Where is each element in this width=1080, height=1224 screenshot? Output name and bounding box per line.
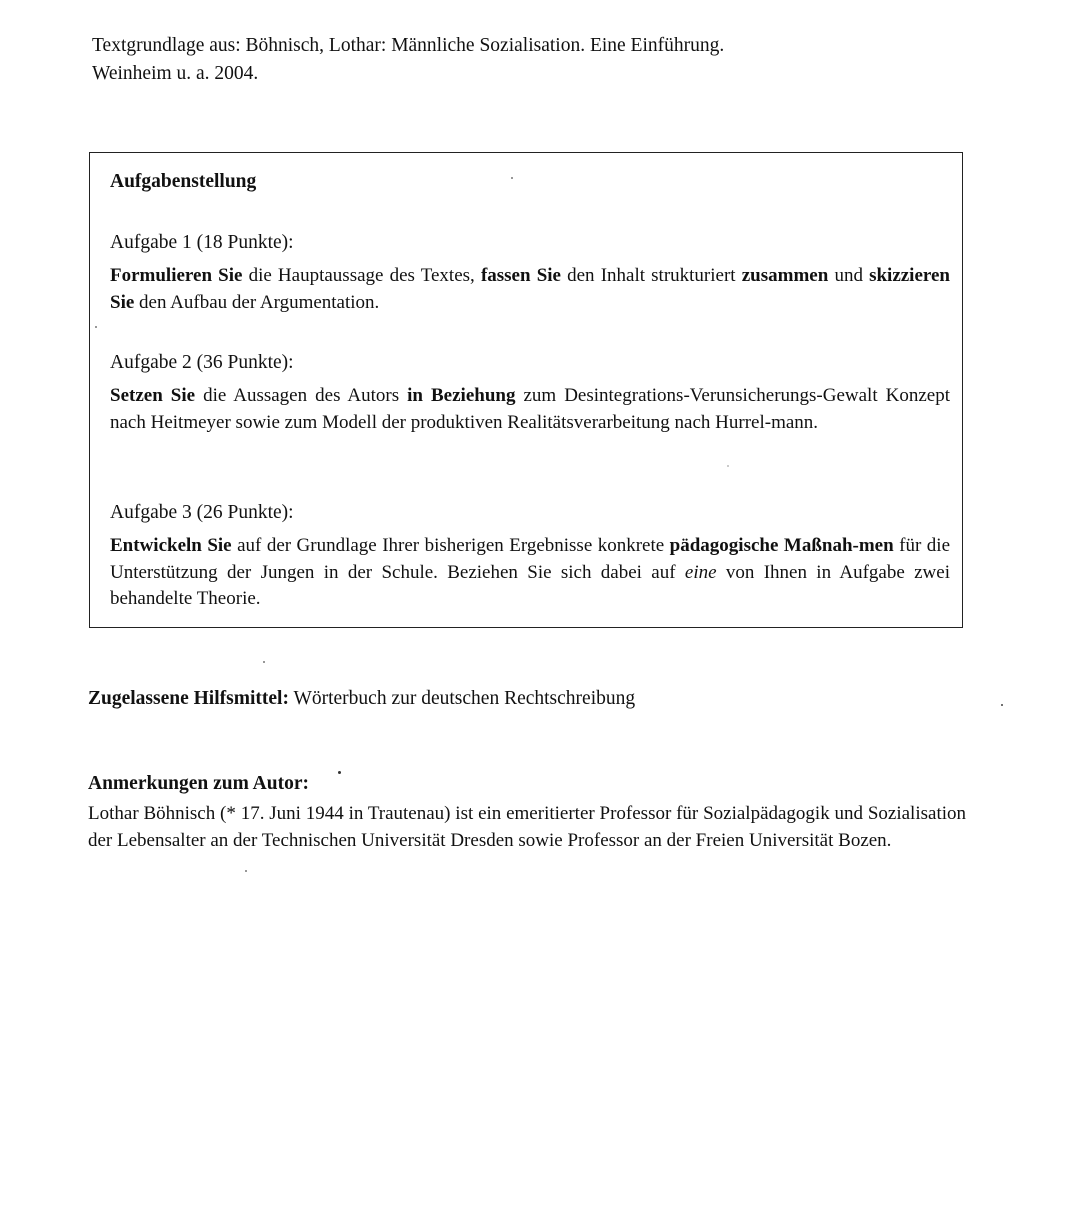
task-1-segment: die Hauptaussage des Textes, [242,265,481,286]
task-2-label: Aufgabe 2 (36 Punkte): [110,352,294,373]
assignment-heading: Aufgabenstellung [110,171,257,192]
scan-speck [1001,704,1003,706]
task-3-segment: von Ihnen in Aufgabe zwei behandelte Theorie. [110,561,950,609]
task-3-segment: für die Unterstützung der Jungen in der Schule. Beziehen Sie sich dabei auf [110,535,951,583]
task-1-label: Aufgabe 1 (18 Punkte): [110,232,294,253]
author-notes-text: Lothar Böhnisch (* 17. Juni 1944 in Trautenau) ist ein emeritierter Professor für Sozialpädagogik und Sozialisation der Lebensalter an der Technischen Universität Dresden sowie Professor an der Freien Universität Bozen. [88,803,966,851]
source-line-1: Textgrundlage aus: Böhnisch, Lothar: Männliche Sozialisation. Eine Einführung. [92,35,725,56]
task-1-segment: skizzieren Sie [110,265,950,313]
assignment-box [89,152,963,628]
permitted-aids-value: Wörterbuch zur deutschen Rechtschreibung [288,688,636,709]
scan-speck [338,771,341,774]
task-3 [110,500,950,613]
scan-speck [263,661,265,663]
task-1 [110,230,950,316]
task-3-text [110,533,950,613]
task-2-segment: zum Desintegrations-Verunsicherungs-Gewalt Konzept nach Heitmeyer sowie zum Modell der produktiven Realitätsverarbeitung nach Hurrel-mann. [110,385,950,433]
task-2-segment: die Aussagen des Autors [195,385,408,406]
scan-speck [245,870,247,872]
task-1-segment: den Inhalt strukturiert [560,265,742,286]
text-source-reference [92,32,892,88]
permitted-aids-label: Zugelassene Hilfsmittel: [88,688,289,709]
task-1-text [110,263,950,316]
scan-speck [95,326,97,328]
task-1-segment: fassen Sie [480,265,561,286]
scan-speck [727,465,729,467]
task-1-segment: Formulieren Sie [110,265,243,286]
task-1-segment: und [828,265,870,286]
scan-speck [511,177,513,179]
task-2-segment: in Beziehung [407,385,516,406]
task-1-segment: zusammen [741,265,829,286]
permitted-aids [88,686,988,712]
task-2-segment: Setzen Sie [110,385,196,406]
source-line-2: Weinheim u. a. 2004. [92,63,259,84]
task-3-segment: eine [684,561,717,583]
task-3-label: Aufgabe 3 (26 Punkte): [110,502,294,523]
task-2-text [110,383,950,436]
task-2 [110,350,950,436]
author-notes-heading: Anmerkungen zum Autor: [88,773,310,794]
task-3-segment: pädagogische Maßnah-men [669,535,894,556]
task-1-segment: den Aufbau der Argumentation. [134,291,380,313]
author-notes [88,771,966,854]
task-3-segment: auf der Grundlage Ihrer bisherigen Ergebnisse konkrete [231,535,670,556]
task-3-segment: Entwickeln Sie [110,535,232,556]
